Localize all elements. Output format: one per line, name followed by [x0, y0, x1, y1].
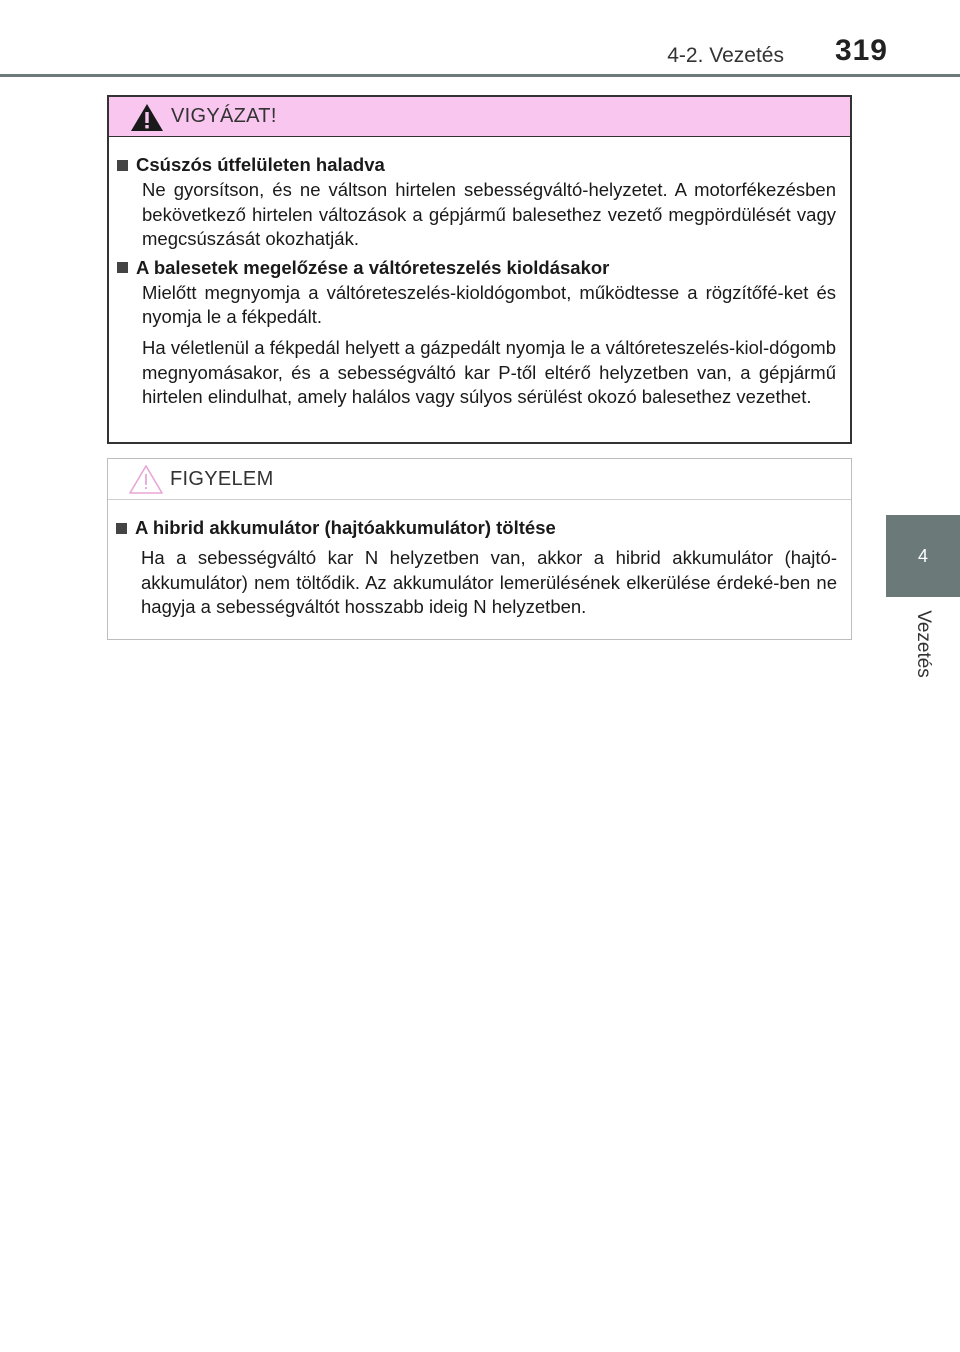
notice-box-body: [108, 500, 851, 620]
item-heading-text: A hibrid akkumulátor (hajtóakkumulátor) töltése: [135, 517, 556, 538]
warning-box: [107, 95, 852, 444]
square-bullet-icon: [117, 160, 128, 171]
notice-box: [107, 458, 852, 640]
notice-box-title: FIGYELEM: [170, 467, 274, 490]
square-bullet-icon: [116, 523, 127, 534]
section-label: 4-2. Vezetés: [667, 44, 784, 67]
item-heading: [116, 516, 837, 540]
warning-box-body: [109, 137, 850, 410]
warning-triangle-icon: [129, 101, 165, 133]
item-paragraph: Ha a sebességváltó kar N helyzetben van, akkor a hibrid akkumulátor (hajtó-akkumulátor) nem töltődik. Az akkumulátor lemerülésének elkerülése érdeké-ben ne hagyja a sebességváltót hosszabb ideig N helyzetben.: [141, 547, 837, 618]
item-paragraph: Ha véletlenül a fékpedál helyett a gázpedált nyomja le a váltóreteszelés-kiol-dógomb megnyomásakor, és a sebességváltó kar P-től eltérő helyzetben van, a gépjármű hirtelen elindulhat, amely halálos vagy súlyos sérülést okozó balesethez vezethet.: [142, 336, 836, 408]
chapter-tab: [886, 515, 960, 597]
item-heading-text: A balesetek megelőzése a váltóreteszelés kioldásakor: [136, 256, 610, 278]
chapter-number: 4: [917, 545, 928, 566]
item-paragraph: Ne gyorsítson, és ne váltson hirtelen sebességváltó-helyzetet. A motorfékezésben bekövetkező hirtelen változások a gépjármű balesethez vezető megpördülését vagy megcsúszását okozhatják.: [142, 179, 836, 250]
notice-box-header: [108, 459, 851, 500]
item-paragraph: Mielőtt megnyomja a váltóreteszelés-kioldógombot, működtesse a rögzítőfé-ket és nyomja le a fékpedált.: [142, 281, 836, 328]
warning-box-title: VIGYÁZAT!: [171, 105, 277, 127]
warning-box-header: [109, 97, 850, 137]
header-divider: [0, 74, 960, 77]
page-number: 319: [834, 34, 888, 67]
item-heading-text: Csúszós útfelületen haladva: [136, 154, 385, 175]
caution-triangle-icon: [128, 463, 164, 495]
item-heading: [117, 153, 836, 177]
item-heading: [117, 256, 836, 280]
chapter-label: Vezetés: [913, 610, 934, 678]
square-bullet-icon: [117, 262, 128, 273]
